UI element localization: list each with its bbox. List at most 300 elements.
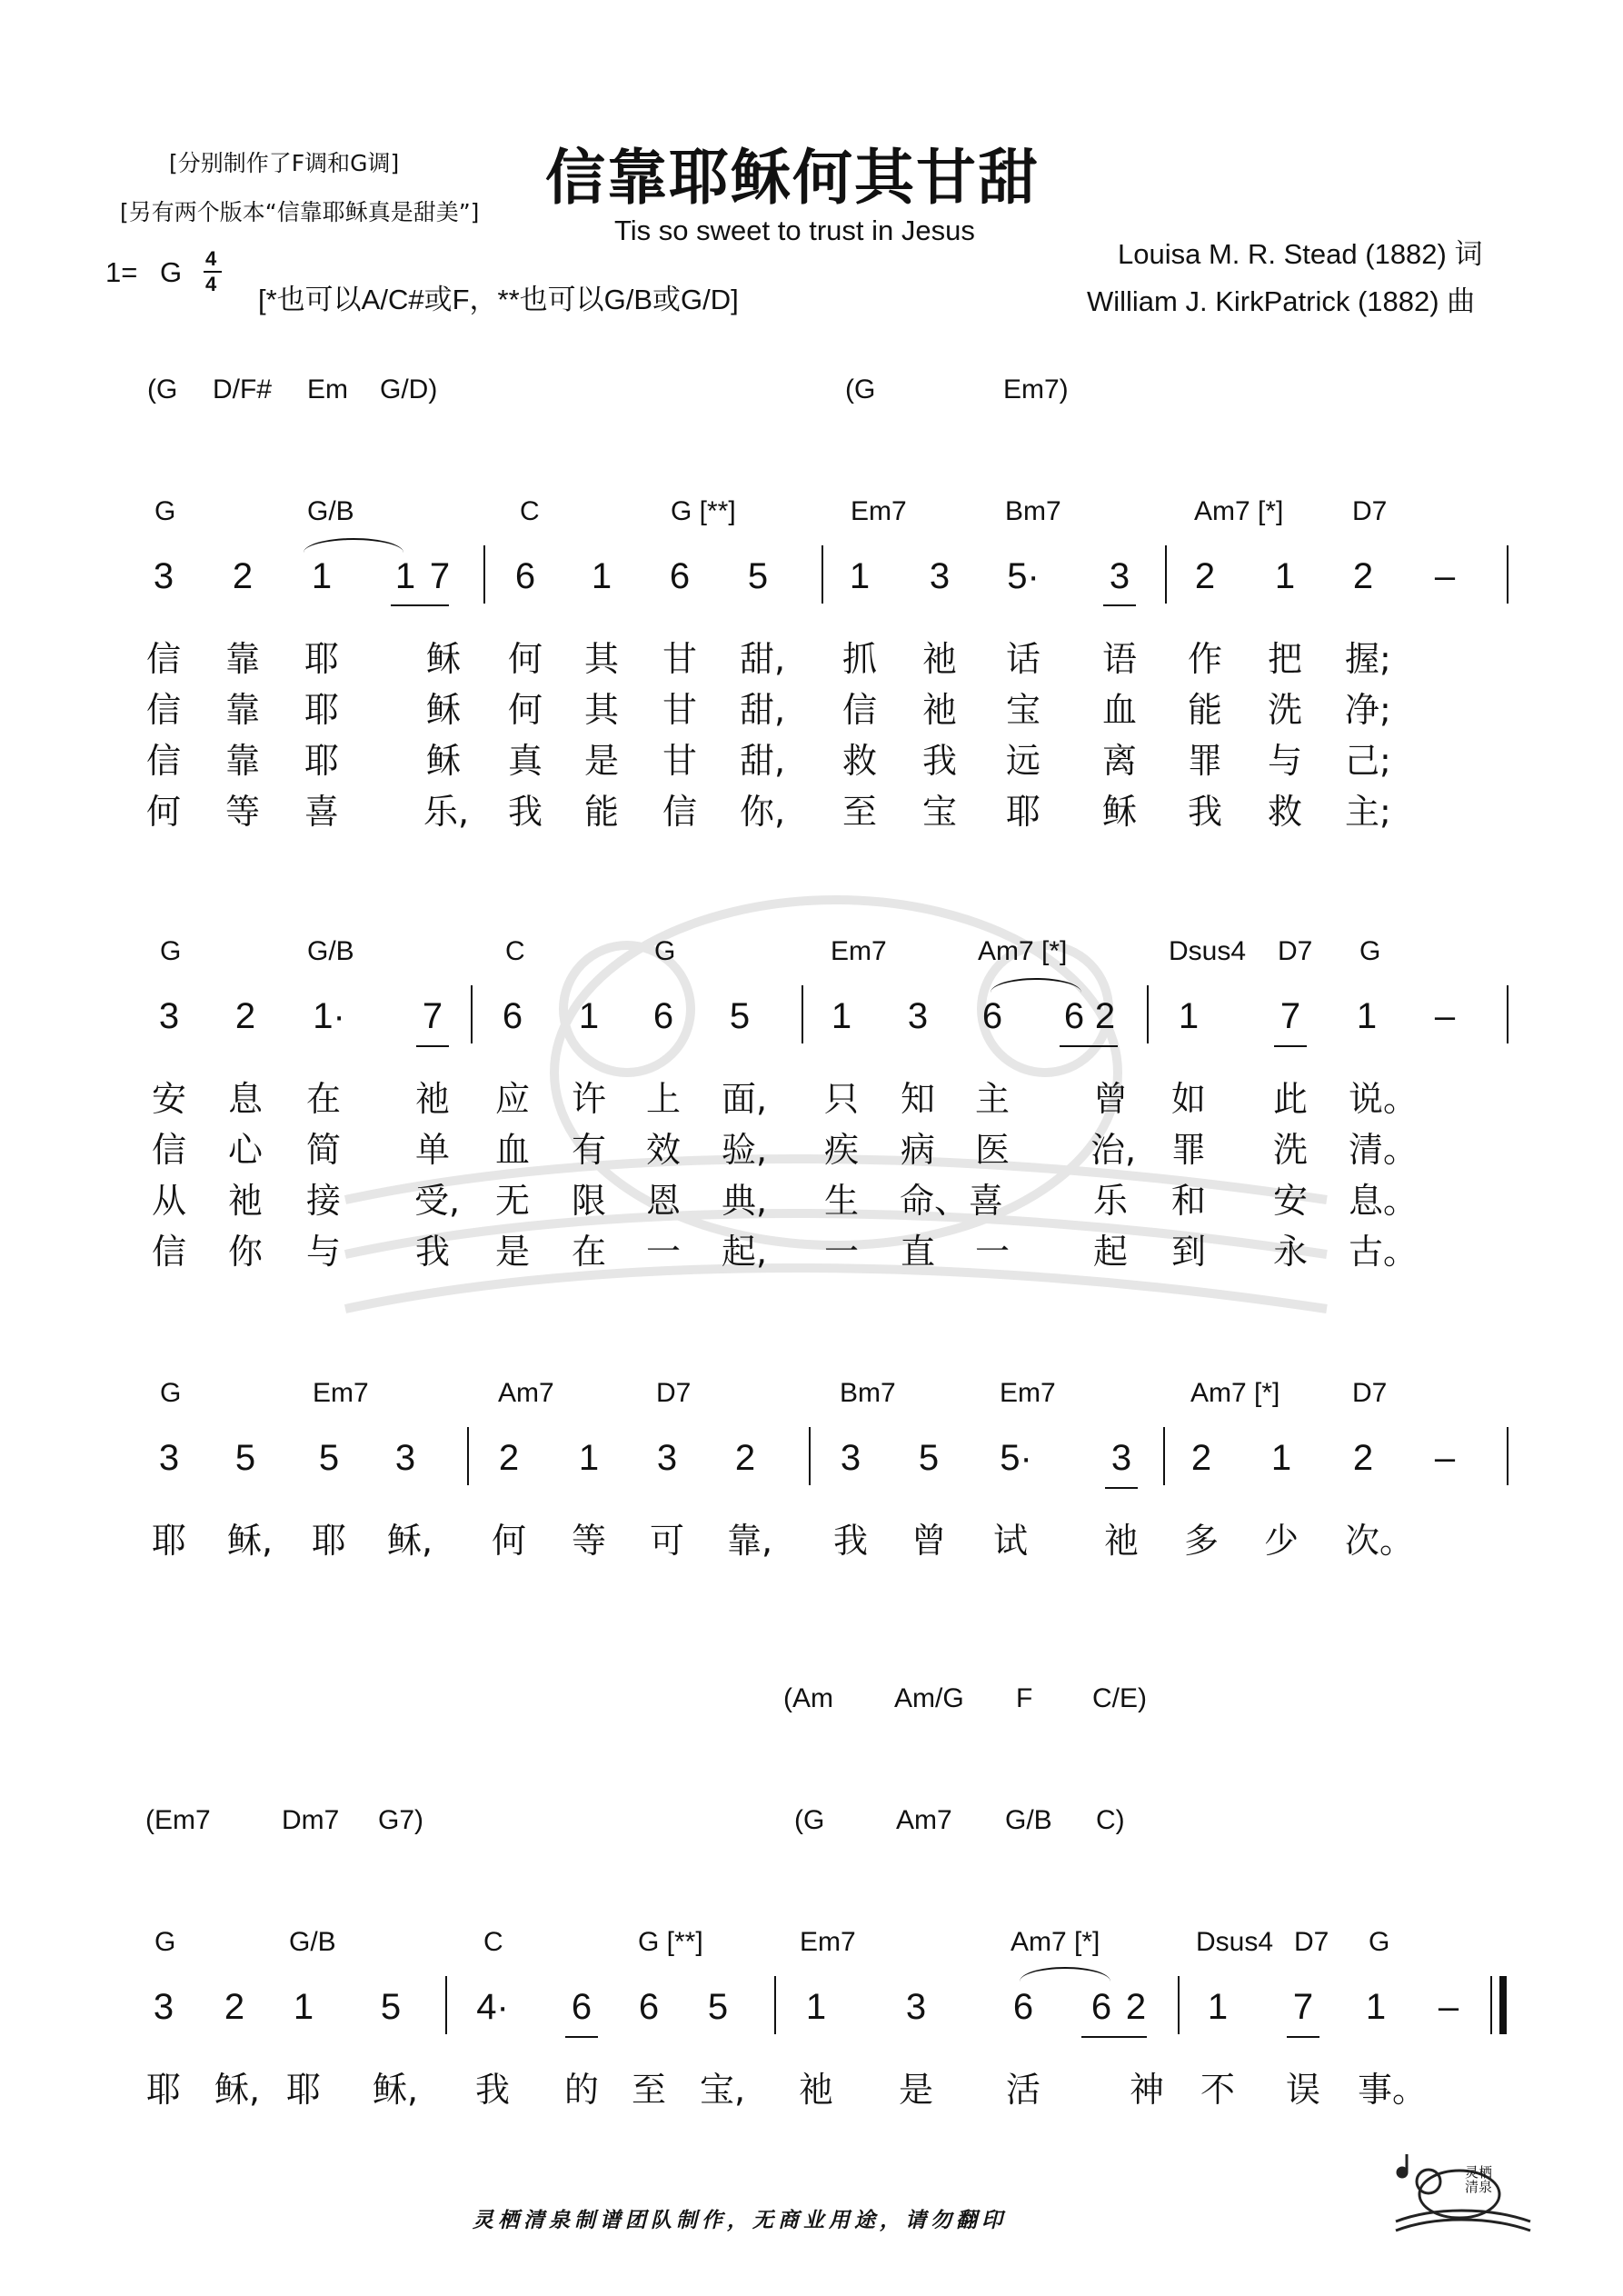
- lyric-char: 甜,: [740, 639, 786, 679]
- lyric-char: 误: [1285, 2070, 1320, 2110]
- lyric-char: 信: [151, 1130, 186, 1170]
- sustain-dash: –: [1434, 1438, 1456, 1478]
- lyric-char: 血: [494, 1130, 530, 1170]
- barline: [774, 1976, 776, 2034]
- lyric-char: 主: [974, 1079, 1010, 1119]
- sustain-dash: –: [1438, 1987, 1459, 2027]
- publisher-logo: [1389, 2141, 1534, 2241]
- chord-label: Am7 [*]: [1190, 1378, 1280, 1408]
- barline: [821, 545, 823, 604]
- note: 1: [805, 1987, 827, 2027]
- note-low-octave: 5: [707, 1987, 729, 2027]
- alt-chord: (G: [794, 1805, 825, 1835]
- eighth-note-beam: [1287, 2036, 1319, 2038]
- lyric-char: 你: [227, 1232, 263, 1272]
- intro-chord: Em7): [1003, 374, 1069, 404]
- lyric-char: 安: [151, 1079, 186, 1119]
- lyric-char: 事。: [1358, 2070, 1428, 2110]
- eighth-note-beam: [1105, 1487, 1138, 1489]
- note: 3: [158, 996, 180, 1036]
- lyric-char: 稣,: [227, 1521, 274, 1561]
- alt-chord: Am7: [896, 1805, 952, 1835]
- note-low-octave: 6: [981, 996, 1003, 1036]
- lyric-char: 我: [921, 741, 957, 781]
- lyric-char: 稣: [1101, 792, 1137, 832]
- lyric-char: 此: [1272, 1079, 1308, 1119]
- lyric-char: 少: [1263, 1521, 1299, 1561]
- lyric-char: 靠,: [727, 1521, 773, 1561]
- note-low-octave: 6: [1090, 1987, 1112, 2027]
- lyric-char: 有: [571, 1130, 606, 1170]
- lyric-char: 限: [571, 1181, 606, 1221]
- note-low-octave: 5: [747, 556, 769, 596]
- note: 1: [1207, 1987, 1229, 2027]
- chord-label: Am7 [*]: [1011, 1927, 1100, 1957]
- lyric-char: 和: [1170, 1181, 1206, 1221]
- barline: [1163, 1427, 1165, 1485]
- barline: [1178, 1976, 1180, 2034]
- lyric-char: 远: [1005, 741, 1041, 781]
- chord-label: C: [483, 1927, 503, 1957]
- lyric-char: 真: [507, 741, 543, 781]
- chord-label: Em7: [313, 1378, 369, 1408]
- chord-label: C: [505, 936, 525, 966]
- intro-chord: (G: [845, 374, 876, 404]
- dotted-note: 4·: [476, 1987, 509, 2027]
- note: 3: [840, 1438, 861, 1478]
- lyric-char: 洗: [1267, 690, 1302, 730]
- lyric-char: 说。: [1349, 1079, 1419, 1119]
- alternate-version-note: [另有两个版本“信靠耶稣真是甜美”]: [120, 199, 480, 225]
- barline: [1165, 545, 1167, 604]
- note: 3: [929, 556, 951, 596]
- lyric-char: 喜: [304, 792, 339, 832]
- note: 1: [831, 996, 852, 1036]
- lyric-char: 己;: [1345, 741, 1391, 781]
- song-title: 信靠耶稣何其甘甜: [545, 143, 1040, 213]
- chord-label: Em7: [800, 1927, 856, 1957]
- lyric-char: 生: [823, 1181, 859, 1221]
- note-low-octave: 5: [729, 996, 751, 1036]
- lyric-char: 到: [1170, 1232, 1206, 1272]
- lyric-char: 效: [645, 1130, 681, 1170]
- eighth-note-beam: [565, 2036, 598, 2038]
- time-signature-top: 4: [205, 247, 217, 270]
- key-label: 1=: [105, 256, 138, 288]
- logo-text: 灵栖清泉: [1465, 2164, 1493, 2195]
- version-note: [分别制作了F调和G调]: [169, 150, 400, 176]
- note: 2: [1352, 556, 1374, 596]
- note: 1: [578, 1438, 600, 1478]
- lyric-char: 验,: [722, 1130, 768, 1170]
- note: 2: [224, 1987, 245, 2027]
- lyric-char: 只: [823, 1079, 859, 1119]
- lyric-char: 疾: [823, 1130, 859, 1170]
- eighth-note-beam: [391, 604, 449, 606]
- lyric-char: 祂: [1103, 1521, 1139, 1561]
- lyric-char: 耶: [151, 1521, 186, 1561]
- lyric-char: 何: [507, 690, 543, 730]
- lyric-char: 上: [645, 1079, 681, 1119]
- lyric-char: 在: [571, 1232, 606, 1272]
- lyric-char: 多: [1183, 1521, 1219, 1561]
- intro-chord: G/D): [380, 374, 438, 404]
- alt-chord: G7): [378, 1805, 424, 1835]
- lyric-char: 等: [224, 792, 260, 832]
- note: 5: [918, 1438, 940, 1478]
- lyric-char: 信: [145, 741, 181, 781]
- chord-label: G: [1369, 1927, 1390, 1957]
- lyric-char: 耶: [304, 639, 339, 679]
- alt-chord: Dm7: [282, 1805, 340, 1835]
- lyric-char: 简: [305, 1130, 341, 1170]
- note-low-octave: 7: [1292, 1987, 1314, 2027]
- lyric-char: 宝: [1005, 690, 1041, 730]
- lyric-char: 曾: [911, 1521, 946, 1561]
- lyric-char: 在: [305, 1079, 341, 1119]
- lyric-char: 耶: [311, 1521, 346, 1561]
- note: 2: [1125, 1987, 1147, 2027]
- chord-label: D7: [1352, 496, 1388, 526]
- chord-label: Em7: [1000, 1378, 1056, 1408]
- lyric-char: 起: [1092, 1232, 1128, 1272]
- note: 1: [293, 1987, 314, 2027]
- chord-label: D7: [1294, 1927, 1329, 1957]
- chord-label: Am7 [*]: [1194, 496, 1284, 526]
- lyric-char: 祂: [227, 1181, 263, 1221]
- lyric-char: 典,: [722, 1181, 768, 1221]
- lyric-char: 一: [974, 1232, 1010, 1272]
- lyric-char: 知: [900, 1079, 935, 1119]
- dotted-note: 5·: [1000, 1438, 1032, 1478]
- chord-label: G: [160, 936, 182, 966]
- lyric-char: 能: [1187, 690, 1222, 730]
- lyric-char: 一: [645, 1232, 681, 1272]
- chord-label: G/B: [289, 1927, 336, 1957]
- chord-label: G: [1359, 936, 1381, 966]
- lyric-char: 主;: [1345, 792, 1391, 832]
- lyric-char: 祂: [921, 639, 957, 679]
- eighth-note-beam: [416, 1045, 449, 1047]
- lyric-char: 祂: [921, 690, 957, 730]
- lyric-char: 活: [1005, 2070, 1041, 2110]
- lyric-char: 医: [974, 1130, 1010, 1170]
- note: 2: [1194, 556, 1216, 596]
- chord-label: G [**]: [671, 496, 736, 526]
- lyric-char: 与: [1267, 741, 1302, 781]
- intro-chord: Em: [307, 374, 348, 404]
- lyric-char: 的: [563, 2070, 599, 2110]
- lyric-char: 面,: [722, 1079, 768, 1119]
- lyric-char: 治,: [1090, 1130, 1137, 1170]
- composer-credit: William J. KirkPatrick (1882) 曲: [1087, 285, 1476, 317]
- note-low-octave: 7: [422, 996, 443, 1036]
- lyric-char: 清。: [1349, 1130, 1419, 1170]
- note: 1: [578, 996, 600, 1036]
- note-low-octave: 7: [429, 556, 451, 596]
- lyric-char: 病: [900, 1130, 935, 1170]
- note: 3: [1109, 556, 1130, 596]
- note: 2: [498, 1438, 520, 1478]
- chord-label: D7: [656, 1378, 692, 1408]
- lyric-char: 耶: [145, 2070, 181, 2110]
- lyric-char: 罪: [1187, 741, 1222, 781]
- lyric-char: 试: [992, 1521, 1028, 1561]
- lyric-char: 次。: [1345, 1521, 1415, 1561]
- lyric-char: 宝: [921, 792, 957, 832]
- chord-label: G: [654, 936, 676, 966]
- barline: [1507, 545, 1508, 604]
- lyric-char: 我: [474, 2070, 510, 2110]
- lyric-char: 神: [1129, 2070, 1164, 2110]
- note-low-octave: 6: [669, 556, 691, 596]
- note: 2: [232, 556, 254, 596]
- note: 5: [318, 1438, 340, 1478]
- note-low-octave: 7: [1279, 996, 1301, 1036]
- lyricist-credit: Louisa M. R. Stead (1882) 词: [1118, 238, 1483, 270]
- lyric-char: 我: [414, 1232, 450, 1272]
- lyric-char: 罪: [1170, 1130, 1206, 1170]
- barline: [1507, 985, 1508, 1043]
- dotted-note: 1·: [313, 996, 345, 1036]
- lyric-char: 等: [571, 1521, 606, 1561]
- note: 1: [311, 556, 333, 596]
- chord-label: Em7: [831, 936, 887, 966]
- eighth-note-beam: [1274, 1045, 1307, 1047]
- lyric-char: 信: [841, 690, 877, 730]
- note-low-octave: 5: [380, 1987, 402, 2027]
- chord-label: Em7: [851, 496, 907, 526]
- note-low-octave: 6: [514, 556, 536, 596]
- tie-slur: [304, 538, 403, 553]
- lyric-char: 受,: [414, 1181, 461, 1221]
- lyric-char: 永: [1272, 1232, 1308, 1272]
- note: 2: [1352, 1438, 1374, 1478]
- lyric-char: 不: [1200, 2070, 1235, 2110]
- chord-label: G [**]: [638, 1927, 703, 1957]
- lyric-char: 直: [900, 1232, 935, 1272]
- eighth-note-beam: [1060, 1045, 1118, 1047]
- lyric-char: 起,: [722, 1232, 768, 1272]
- eighth-note-beam: [1081, 2036, 1147, 2038]
- lyric-char: 能: [583, 792, 619, 832]
- lyric-char: 甘: [662, 741, 697, 781]
- note: 3: [394, 1438, 416, 1478]
- note: 2: [1094, 996, 1116, 1036]
- lyric-char: 心: [227, 1130, 263, 1170]
- lyric-char: 握;: [1345, 639, 1391, 679]
- note-low-octave: 6: [571, 1987, 592, 2027]
- note: 2: [734, 1438, 756, 1478]
- note: 5: [234, 1438, 256, 1478]
- note: 2: [234, 996, 256, 1036]
- lyric-char: 应: [494, 1079, 530, 1119]
- note: 3: [1110, 1438, 1132, 1478]
- lyric-char: 一: [823, 1232, 859, 1272]
- chord-label: Am7 [*]: [978, 936, 1068, 966]
- lyric-char: 祂: [414, 1079, 450, 1119]
- lyric-char: 信: [145, 690, 181, 730]
- footer-copyright: 灵栖清泉制谱团队制作，无商业用途，请勿翻印: [473, 2208, 1007, 2232]
- lyric-char: 耶: [304, 741, 339, 781]
- final-barline-thick: [1499, 1976, 1507, 2034]
- key-name: G: [160, 256, 183, 288]
- note: 3: [153, 556, 174, 596]
- note-low-octave: 6: [652, 996, 674, 1036]
- lyric-char: 稣,: [373, 2070, 419, 2110]
- lyric-char: 甘: [662, 639, 697, 679]
- lyric-char: 至: [841, 792, 877, 832]
- chord-label: G: [154, 496, 176, 526]
- sheep-logo-icon: [1389, 2141, 1534, 2241]
- intro-chord: D/F#: [213, 374, 273, 404]
- chord-label: Bm7: [1005, 496, 1061, 526]
- note: 1: [1178, 996, 1200, 1036]
- chord-label: G/B: [307, 936, 354, 966]
- lyric-char: 洗: [1272, 1130, 1308, 1170]
- lyric-char: 何: [145, 792, 181, 832]
- lyric-char: 信: [145, 639, 181, 679]
- chord-label: C: [520, 496, 540, 526]
- chord-label: D7: [1278, 936, 1313, 966]
- lyric-char: 语: [1101, 639, 1137, 679]
- note: 2: [1190, 1438, 1212, 1478]
- alt-chord: F: [1016, 1683, 1033, 1713]
- lyric-char: 乐: [1092, 1181, 1128, 1221]
- lyric-char: 你,: [740, 792, 786, 832]
- barline: [1147, 985, 1149, 1043]
- chord-label: G: [160, 1378, 182, 1408]
- lyric-char: 耶: [304, 690, 339, 730]
- chord-label: Dsus4: [1196, 1927, 1274, 1957]
- note: 1: [1356, 996, 1378, 1036]
- lyric-char: 命、喜: [900, 1181, 1004, 1221]
- lyric-char: 其: [583, 639, 619, 679]
- chord-label: Bm7: [840, 1378, 896, 1408]
- eighth-note-beam: [1103, 604, 1136, 606]
- lyric-char: 话: [1005, 639, 1041, 679]
- lyric-char: 抓: [841, 639, 877, 679]
- lyric-char: 息。: [1349, 1181, 1419, 1221]
- barline: [445, 1976, 447, 2034]
- lyric-char: 血: [1101, 690, 1137, 730]
- lyric-char: 靠: [224, 690, 260, 730]
- barline: [483, 545, 485, 604]
- alt-chord: G/B: [1005, 1805, 1052, 1835]
- lyric-char: 至: [631, 2070, 666, 2110]
- note: 1: [1270, 1438, 1292, 1478]
- alt-chord: Am/G: [894, 1683, 964, 1713]
- note: 1: [1274, 556, 1296, 596]
- lyric-char: 乐,: [423, 792, 470, 832]
- barline: [467, 1427, 469, 1485]
- chord-label: G: [154, 1927, 176, 1957]
- lyric-char: 靠: [224, 741, 260, 781]
- chord-label: Dsus4: [1169, 936, 1247, 966]
- lyric-char: 从: [151, 1181, 186, 1221]
- lyric-char: 许: [571, 1079, 606, 1119]
- note-low-octave: 6: [1063, 996, 1085, 1036]
- note: 3: [907, 996, 929, 1036]
- lyric-char: 信: [151, 1232, 186, 1272]
- lyric-char: 无: [494, 1181, 530, 1221]
- lyric-char: 我: [507, 792, 543, 832]
- note: 3: [656, 1438, 678, 1478]
- barline: [809, 1427, 811, 1485]
- lyric-char: 净;: [1345, 690, 1391, 730]
- lyric-char: 息: [227, 1079, 263, 1119]
- lyric-char: 可: [649, 1521, 684, 1561]
- lyric-char: 是: [898, 2070, 933, 2110]
- lyric-char: 稣: [425, 741, 461, 781]
- alt-chord: C/E): [1092, 1683, 1147, 1713]
- barline: [471, 985, 473, 1043]
- time-signature-bottom: 4: [205, 273, 217, 295]
- final-barline-thin: [1490, 1976, 1492, 2034]
- lyric-char: 如: [1170, 1079, 1206, 1119]
- lyric-char: 其: [583, 690, 619, 730]
- lyric-char: 稣: [425, 690, 461, 730]
- lyric-char: 稣: [425, 639, 461, 679]
- lyric-char: 单: [414, 1130, 450, 1170]
- lyric-char: 我: [832, 1521, 868, 1561]
- note: 3: [153, 1987, 174, 2027]
- lyric-char: 与: [305, 1232, 341, 1272]
- lyric-char: 靠: [224, 639, 260, 679]
- sustain-dash: –: [1434, 556, 1456, 596]
- lyric-char: 是: [583, 741, 619, 781]
- lyric-char: 曾: [1092, 1079, 1128, 1119]
- sustain-dash: –: [1434, 996, 1456, 1036]
- lyric-char: 稣,: [387, 1521, 433, 1561]
- lyric-char: 甘: [662, 690, 697, 730]
- lyric-char: 是: [494, 1232, 530, 1272]
- note: 1: [394, 556, 416, 596]
- lyric-char: 稣,: [214, 2070, 261, 2110]
- lyric-char: 甜,: [740, 690, 786, 730]
- lyric-char: 救: [1267, 792, 1302, 832]
- note-low-octave: 6: [502, 996, 523, 1036]
- barline: [802, 985, 803, 1043]
- barline: [1507, 1427, 1508, 1485]
- tie-slur: [1020, 1967, 1110, 1982]
- alt-chord: (Em7: [145, 1805, 211, 1835]
- chord-label: Am7: [498, 1378, 554, 1408]
- lyric-char: 耶: [1005, 792, 1041, 832]
- lyric-char: 甜,: [740, 741, 786, 781]
- lyric-char: 祂: [798, 2070, 833, 2110]
- note: 1: [1365, 1987, 1387, 2027]
- lyric-char: 把: [1267, 639, 1302, 679]
- note: 3: [905, 1987, 927, 2027]
- lyric-char: 宝,: [700, 2070, 746, 2110]
- lyric-char: 信: [662, 792, 697, 832]
- lyric-char: 何: [507, 639, 543, 679]
- lyric-char: 我: [1187, 792, 1222, 832]
- note-low-octave: 6: [638, 1987, 660, 2027]
- lyric-char: 安: [1272, 1181, 1308, 1221]
- lyric-char: 何: [491, 1521, 526, 1561]
- chord-label: D7: [1352, 1378, 1388, 1408]
- lyric-char: 耶: [285, 2070, 321, 2110]
- lyric-char: 恩: [645, 1181, 681, 1221]
- alt-chord: C): [1096, 1805, 1125, 1835]
- note: 1: [849, 556, 871, 596]
- chord-substitution-note: [*也可以A/C#或F，**也可以G/B或G/D]: [258, 284, 739, 315]
- dotted-note: 5·: [1007, 556, 1040, 596]
- english-title: Tis so sweet to trust in Jesus: [614, 215, 975, 246]
- lyric-char: 离: [1101, 741, 1137, 781]
